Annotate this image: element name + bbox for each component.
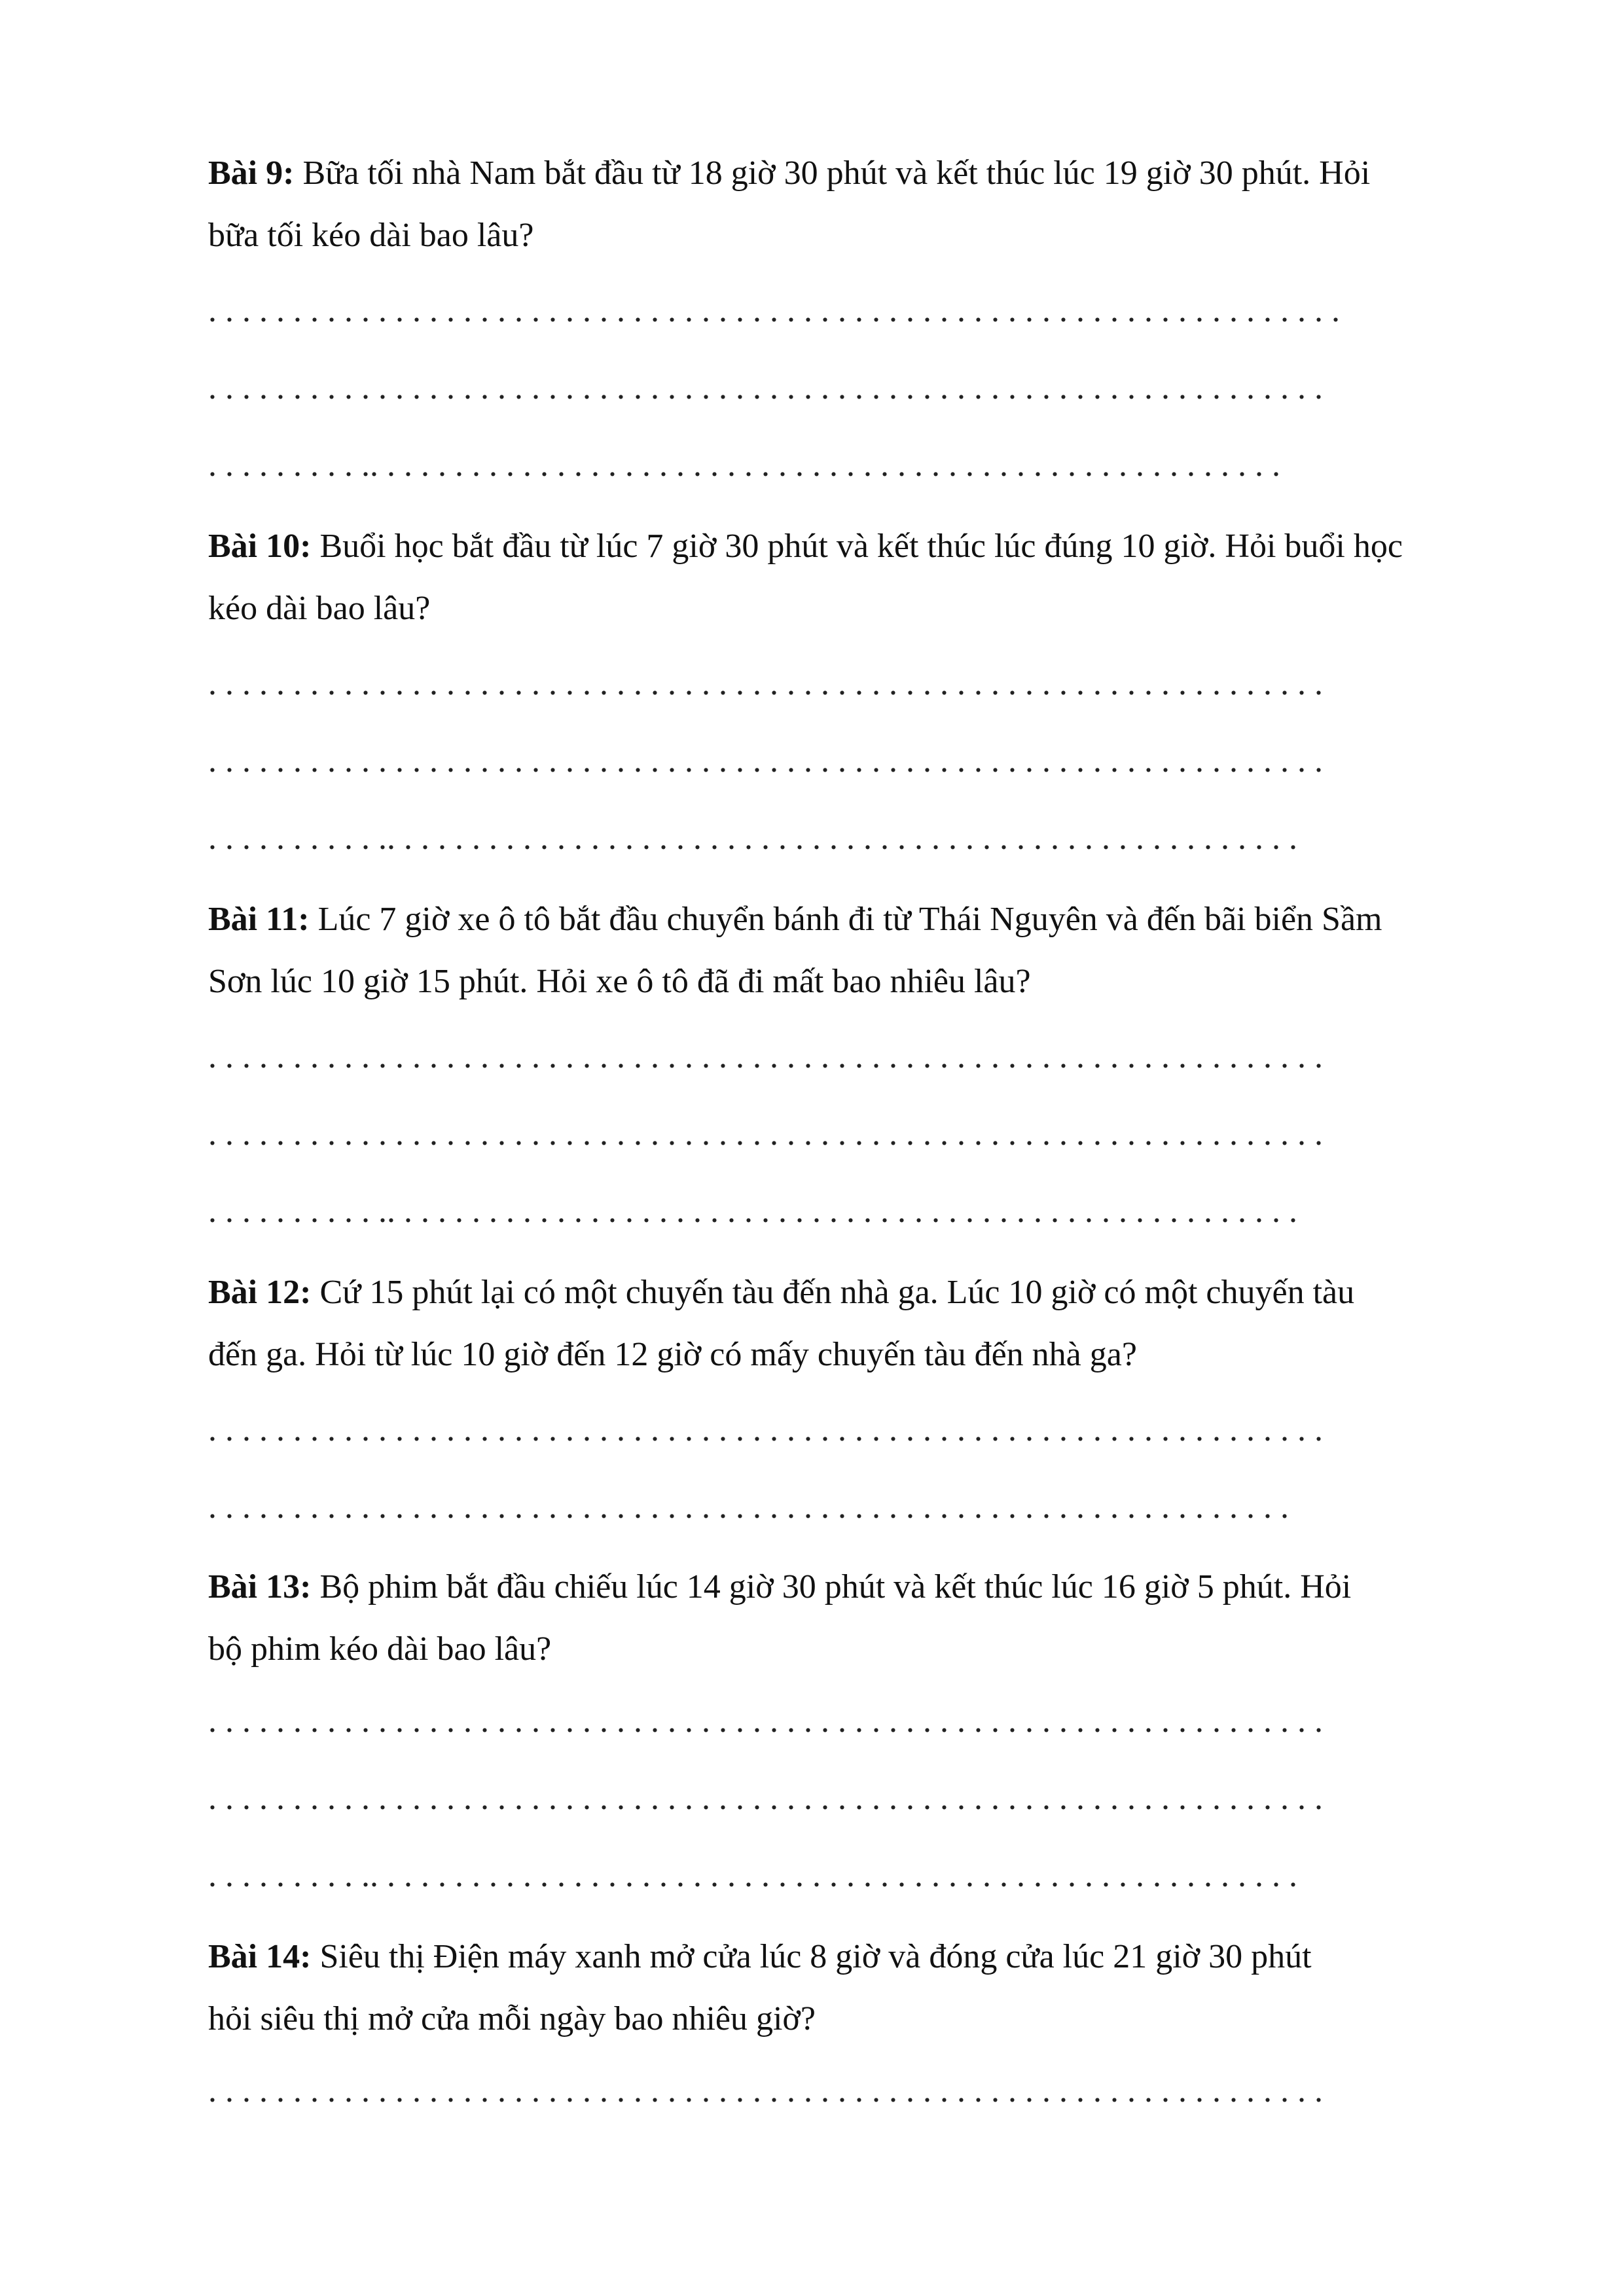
answer-line[interactable]: . . . . . . . . . . . . . . . . . . . . . . . . . . . . . . . . . . . . . . . . . . . . . . . . . . . . . . . . . . . . . . . . . .	[208, 1121, 1323, 1147]
exercise-label: Bài 12:	[208, 1274, 312, 1311]
answer-line[interactable]: . . . . . . . . . . . . . . . . . . . . . . . . . . . . . . . . . . . . . . . . . . . . . . . . . . . . . . . . . . . . . . . . . .	[208, 1708, 1323, 1734]
question-line: đến ga. Hỏi từ lúc 10 giờ đến 12 giờ có mấy chuyến tàu đến nhà ga?	[208, 1336, 1137, 1373]
answer-line[interactable]: . . . . . . . . . . . . . . . . . . . . . . . . . . . . . . . . . . . . . . . . . . . . . . . . . . . . . . . . . . . . . . . . . .	[208, 1417, 1323, 1443]
question-line	[208, 1568, 1351, 1607]
question-line	[208, 1273, 1354, 1312]
answer-line[interactable]: . . . . . . . . . . . . . . . . . . . . . . . . . . . . . . . . . . . . . . . . . . . . . . . . . . . . . . . . . . . . . . . . . .	[208, 1785, 1323, 1812]
answer-line[interactable]: . . . . . . . . . . . . . . . . . . . . . . . . . . . . . . . . . . . . . . . . . . . . . . . . . . . . . . . . . . . . . . . . . . .	[208, 298, 1340, 324]
answer-line[interactable]: . . . . . . . . . . . . . . . . . . . . . . . . . . . . . . . . . . . . . . . . . . . . . . . . . . . . . . . . . . . . . . . . . .	[208, 671, 1323, 697]
question-line: kéo dài bao lâu?	[208, 590, 431, 627]
answer-line[interactable]: . . . . . . . . . . . . . . . . . . . . . . . . . . . . . . . . . . . . . . . . . . . . . . . . . . . . . . . . . . . . . . . . . .	[208, 375, 1323, 401]
question-line	[208, 1937, 1312, 1977]
question-line	[208, 900, 1382, 939]
question-line	[208, 527, 1403, 566]
answer-line[interactable]: . . . . . . . . . . . . . . . . . . . . . . . . . . . . . . . . . . . . . . . . . . . . . . . . . . . . . . . . . . . . . . . . . .	[208, 748, 1323, 774]
question-line: hỏi siêu thị mở cửa mỗi ngày bao nhiêu giờ?	[208, 2000, 816, 2037]
answer-line[interactable]: . . . . . . . . . . . . . . . . . . . . . . . . . . . . . . . . . . . . . . . . . . . . . . . . . . . . . . . . . . . . . . . .	[208, 1494, 1289, 1520]
answer-line[interactable]: . . . . . . . . . .. . . . . . . . . . . . . . . . . . . . . . . . . . . . . . . . . . . . . . . . . . . . . . . . . . . . . . .	[208, 1863, 1297, 1889]
question-text: Buổi học bắt đầu từ lúc 7 giờ 30 phút và kết thúc lúc đúng 10 giờ. Hỏi buổi học	[311, 528, 1403, 565]
question-line: bộ phim kéo dài bao lâu?	[208, 1630, 552, 1668]
exercise-label: Bài 13:	[208, 1568, 312, 1605]
exercise-label: Bài 10:	[208, 528, 312, 565]
question-text: Lúc 7 giờ xe ô tô bắt đầu chuyển bánh đi từ Thái Nguyên và đến bãi biển Sầm	[309, 901, 1382, 938]
question-line: bữa tối kéo dài bao lâu?	[208, 217, 534, 254]
answer-line[interactable]: . . . . . . . . . .. . . . . . . . . . . . . . . . . . . . . . . . . . . . . . . . . . . . . . . . . . . . . . . . . . . . . .	[208, 452, 1280, 478]
answer-line[interactable]: . . . . . . . . . . . . . . . . . . . . . . . . . . . . . . . . . . . . . . . . . . . . . . . . . . . . . . . . . . . . . . . . . .	[208, 2078, 1323, 2104]
exercise-label: Bài 9:	[208, 154, 295, 192]
question-text: Bộ phim bắt đầu chiếu lúc 14 giờ 30 phút và kết thúc lúc 16 giờ 5 phút. Hỏi	[311, 1568, 1352, 1605]
exercise-label: Bài 11:	[208, 901, 310, 938]
question-text: Siêu thị Điện máy xanh mở cửa lúc 8 giờ và đóng cửa lúc 21 giờ 30 phút	[311, 1938, 1312, 1975]
answer-line[interactable]: . . . . . . . . . . .. . . . . . . . . . . . . . . . . . . . . . . . . . . . . . . . . . . . . . . . . . . . . . . . . . . . . .	[208, 1198, 1297, 1225]
exercise-label: Bài 14:	[208, 1938, 312, 1975]
answer-line[interactable]: . . . . . . . . . . .. . . . . . . . . . . . . . . . . . . . . . . . . . . . . . . . . . . . . . . . . . . . . . . . . . . . . .	[208, 825, 1297, 852]
question-line	[208, 154, 1370, 193]
question-line: Sơn lúc 10 giờ 15 phút. Hỏi xe ô tô đã đi mất bao nhiêu lâu?	[208, 963, 1031, 1000]
question-text: Bữa tối nhà Nam bắt đầu từ 18 giờ 30 phút và kết thúc lúc 19 giờ 30 phút. Hỏi	[294, 154, 1371, 192]
answer-line[interactable]: . . . . . . . . . . . . . . . . . . . . . . . . . . . . . . . . . . . . . . . . . . . . . . . . . . . . . . . . . . . . . . . . . .	[208, 1044, 1323, 1070]
question-text: Cứ 15 phút lại có một chuyến tàu đến nhà ga. Lúc 10 giờ có một chuyến tàu	[311, 1274, 1355, 1311]
